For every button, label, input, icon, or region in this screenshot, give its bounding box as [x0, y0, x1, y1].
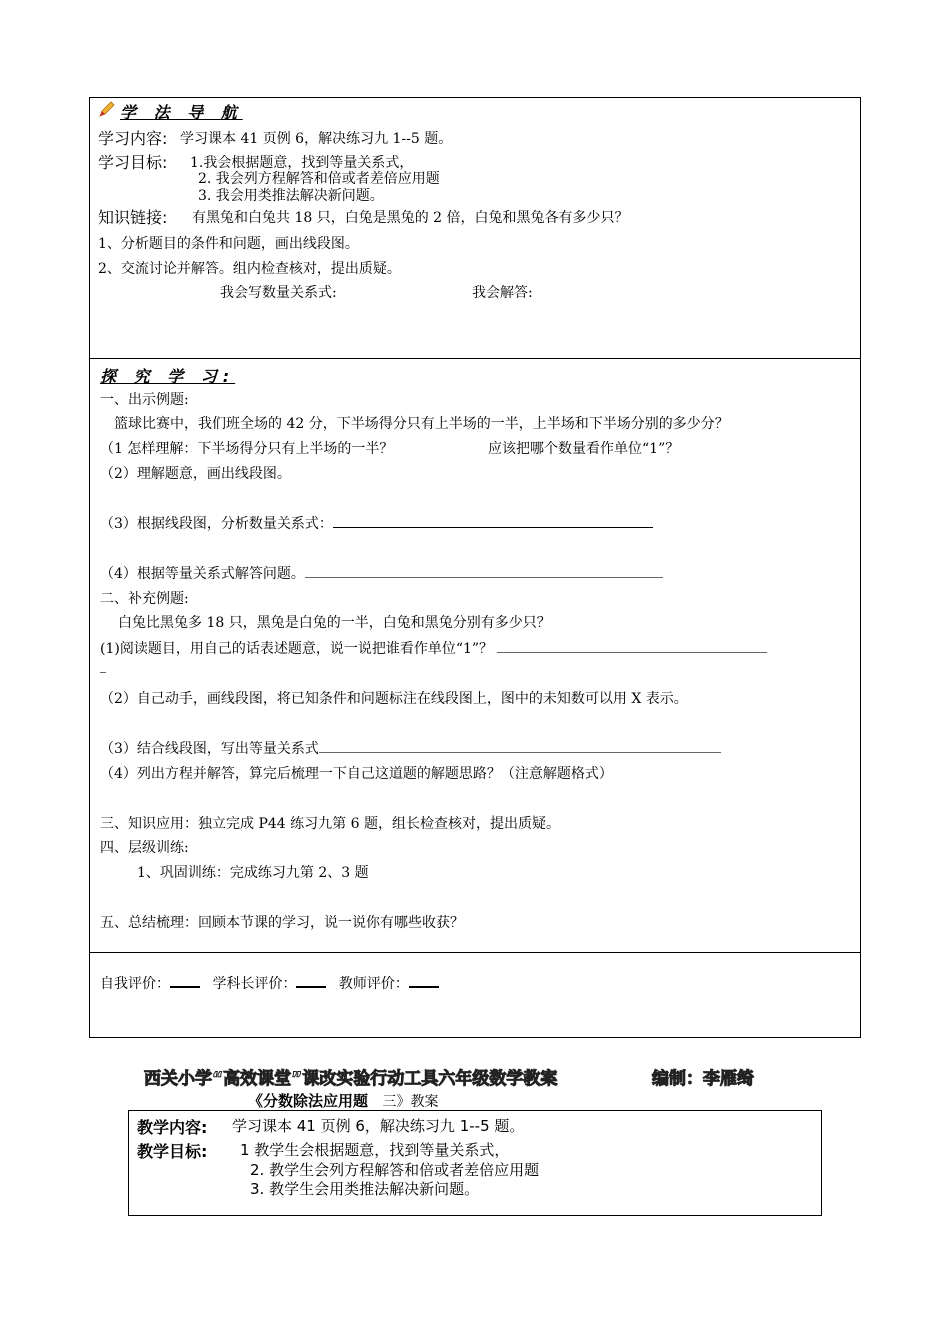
plan-goal-2: 2. 教学生会列方程解答和倍或者差倍应用题	[250, 1161, 540, 1179]
relation-answer-line[interactable]	[333, 513, 653, 528]
leader-evaluation-label: 学科长评价：	[212, 976, 297, 992]
extra-q1-continuation-line[interactable]	[100, 672, 106, 673]
extra-q2: （2）自己动手，画线段图，将已知条件和问题标注在线段图上，图中的未知数可以用 X 表示。	[100, 691, 688, 707]
answer-prompt: 我会解答:	[472, 285, 533, 301]
editor-credit: 编制：李雁绮	[652, 1069, 754, 1089]
application-step: 三、知识应用：独立完成 P44 练习九第 6 题，组长检查核对，提出质疑。	[100, 816, 560, 832]
link-text: 有黑兔和白兔共 18 只，白兔是黑兔的 2 倍，白兔和黑兔各有多少只？	[192, 210, 629, 226]
goal-label: 学习目标:	[98, 153, 168, 172]
example-q1a: （1 怎样理解：下半场得分只有上半场的一半？	[100, 441, 394, 457]
guide-step-2: 2、交流讨论并解答。组内检查核对，提出质疑。	[98, 261, 401, 277]
plan-title-bold: 《分数除法应用题	[248, 1092, 369, 1110]
example-q4	[100, 563, 663, 583]
self-evaluation-label: 自我评价：	[100, 976, 170, 992]
leader-evaluation-blank[interactable]	[296, 972, 326, 988]
example-q3	[100, 513, 653, 533]
guide-heading: 学 法 导 航	[120, 103, 243, 122]
extra-q1	[100, 638, 767, 658]
example-q2: （2）理解题意，画出线段图。	[100, 466, 291, 482]
relation-prompt: 我会写数量关系式:	[220, 285, 337, 301]
self-evaluation-blank[interactable]	[170, 972, 200, 988]
plan-title	[248, 1090, 438, 1111]
content-label: 学习内容:	[98, 129, 168, 148]
section-divider-1	[89, 358, 861, 359]
extra-title: 二、补充例题:	[100, 591, 189, 607]
guide-step-1: 1、分析题目的条件和问题，画出线段图。	[98, 236, 359, 252]
equation-answer-line[interactable]	[319, 738, 721, 753]
goal-1: 1.我会根据题意，找到等量关系式，	[190, 155, 414, 171]
training-item: 1、巩固训练：完成练习九第 2、3 题	[137, 865, 369, 881]
link-label: 知识链接:	[98, 208, 168, 227]
content-text: 学习课本 41 页例 6，解决练习九 1--5 题。	[180, 131, 453, 147]
explore-heading: 探 究 学 习:	[100, 367, 236, 386]
teacher-evaluation-label: 教师评价：	[338, 976, 409, 992]
section-divider-2	[89, 952, 861, 953]
pencil-icon	[98, 100, 116, 118]
plan-content-label: 教学内容:	[137, 1118, 208, 1137]
goal-2: 2. 我会列方程解答和倍或者差倍应用题	[198, 171, 440, 187]
extra-q3-text: （3）结合线段图，写出等量关系式	[100, 741, 319, 757]
plan-title-rest: 三》教案	[382, 1094, 439, 1110]
plan-goal-1: 1 教学生会根据题意，找到等量关系式，	[240, 1141, 510, 1159]
plan-goal-label: 教学目标:	[137, 1142, 208, 1161]
example-q4-text: （4）根据等量关系式解答问题。	[100, 566, 305, 582]
unit-answer-line[interactable]	[497, 638, 767, 653]
example-title: 一、出示例题:	[100, 392, 189, 408]
extra-q1-text: (1)阅读题目，用自己的话表述题意，说一说把谁看作单位“1”？	[100, 641, 494, 657]
plan-goal-3: 3. 教学生会用类推法解决新问题。	[250, 1180, 480, 1198]
extra-problem: 白兔比黑兔多 18 只，黑兔是白兔的一半，白兔和黑兔分别有多少只？	[118, 615, 551, 631]
plan-content-text: 学习课本 41 页例 6，解决练习九 1--5 题。	[232, 1117, 525, 1135]
teacher-evaluation-blank[interactable]	[409, 972, 439, 988]
summary-step: 五、总结梳理：回顾本节课的学习，说一说你有哪些收获？	[100, 915, 464, 931]
goal-3: 3. 我会用类推法解决新问题。	[198, 188, 384, 204]
example-q3-text: （3）根据线段图，分析数量关系式：	[100, 516, 333, 532]
example-q1b: 应该把哪个数量看作单位“1”？	[488, 441, 680, 457]
extra-q3	[100, 738, 721, 758]
school-line: 西关小学“高效课堂”课改实验行动工具六年级数学教案	[144, 1069, 558, 1089]
training-title: 四、层级训练:	[100, 840, 189, 856]
extra-q4: （4）列出方程并解答，算完后梳理一下自己这道题的解题思路？（注意解题格式）	[100, 766, 613, 782]
example-problem: 篮球比赛中，我们班全场的 42 分，下半场得分只有上半场的一半，上半场和下半场分别的多少分？	[114, 416, 729, 432]
solution-answer-line[interactable]	[305, 563, 663, 578]
evaluation-row	[100, 972, 439, 993]
